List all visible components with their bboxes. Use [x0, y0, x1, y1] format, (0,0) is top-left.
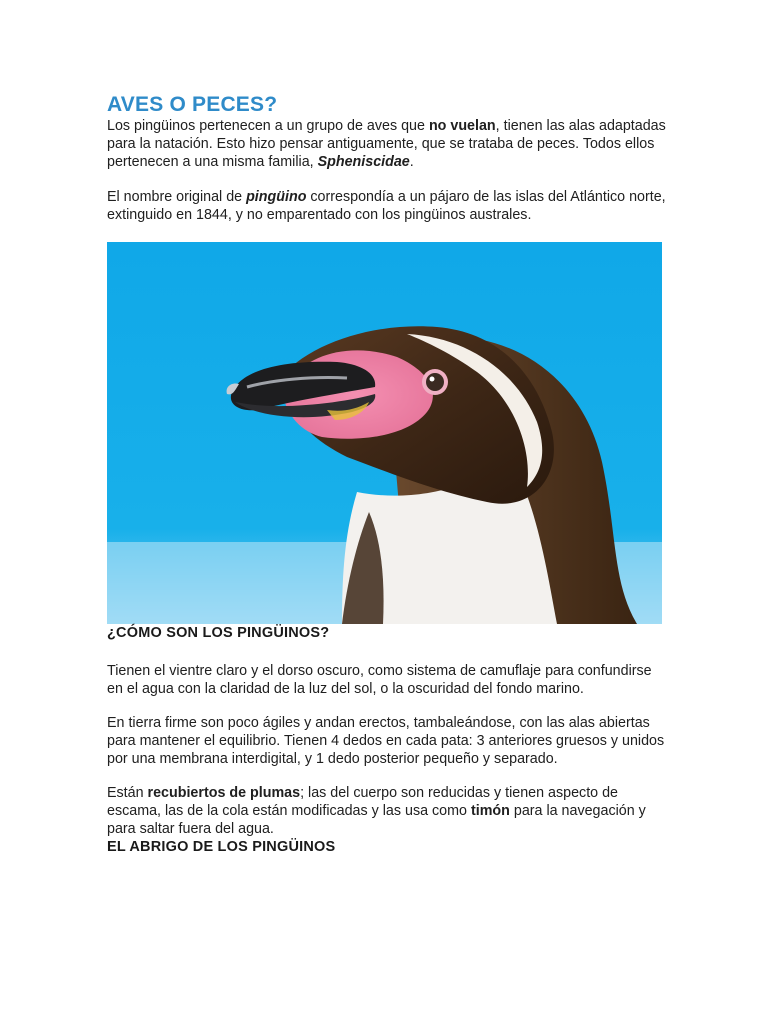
penguin-illustration: [107, 242, 662, 624]
intro-bold-family: Spheniscidae: [317, 154, 410, 170]
feathers-bold-timon: timón: [470, 803, 510, 819]
feathers-bold-plumas: recubiertos de plumas: [147, 785, 301, 801]
intro-bold-no-vuelan: no vuelan: [428, 118, 496, 134]
feathers-text-1: Están: [107, 785, 148, 801]
feathers-text-2: ; las del cuerpo son reducidas y tienen aspecto de escama, las de la cola están modificadas y las usa como: [107, 785, 618, 819]
page-title: AVES O PECES?: [107, 93, 278, 116]
penguin-eye-highlight: [430, 377, 435, 382]
origin-text-1: El nombre original de: [107, 189, 247, 205]
section-heading-abrigo: EL ABRIGO DE LOS PINGÜINOS: [107, 839, 336, 855]
intro-paragraph: [107, 117, 667, 171]
feathers-paragraph: [107, 784, 667, 838]
penguin-photo: [107, 242, 662, 624]
feathers-text-3: para la navegación y para saltar fuera del agua.: [107, 803, 646, 837]
penguin-eye: [426, 373, 444, 391]
origin-bold-pinguino: pingüino: [246, 189, 307, 205]
intro-text-1: Los pingüinos pertenecen a un grupo de aves que: [107, 118, 429, 134]
land-paragraph: En tierra firme son poco ágiles y andan erectos, tambaleándose, con las alas abiertas para mantener el equilibrio. Tienen 4 dedos en cada pata: 3 anteriores gruesos y unidos por una membrana interdigital, y 1 dedo posterior pequeño y separado.: [107, 715, 665, 767]
intro-text-2: , tienen las alas adaptadas para la natación. Esto hizo pensar antiguamente, que se trataba de peces. Todos ellos pertenecen a una misma familia,: [107, 118, 666, 170]
document-page: [107, 93, 667, 856]
section-heading-como-son: ¿CÓMO SON LOS PINGÜINOS?: [107, 625, 330, 641]
origin-paragraph: [107, 188, 667, 224]
intro-text-3: .: [409, 154, 414, 170]
camouflage-paragraph: Tienen el vientre claro y el dorso oscuro, como sistema de camuflaje para confundirse en el agua con la claridad de la luz del sol, o la oscuridad del fondo marino.: [107, 663, 652, 697]
origin-text-2: correspondía a un pájaro de las islas del Atlántico norte, extinguido en 1844, y no emparentado con los pingüinos australes.: [107, 189, 666, 223]
